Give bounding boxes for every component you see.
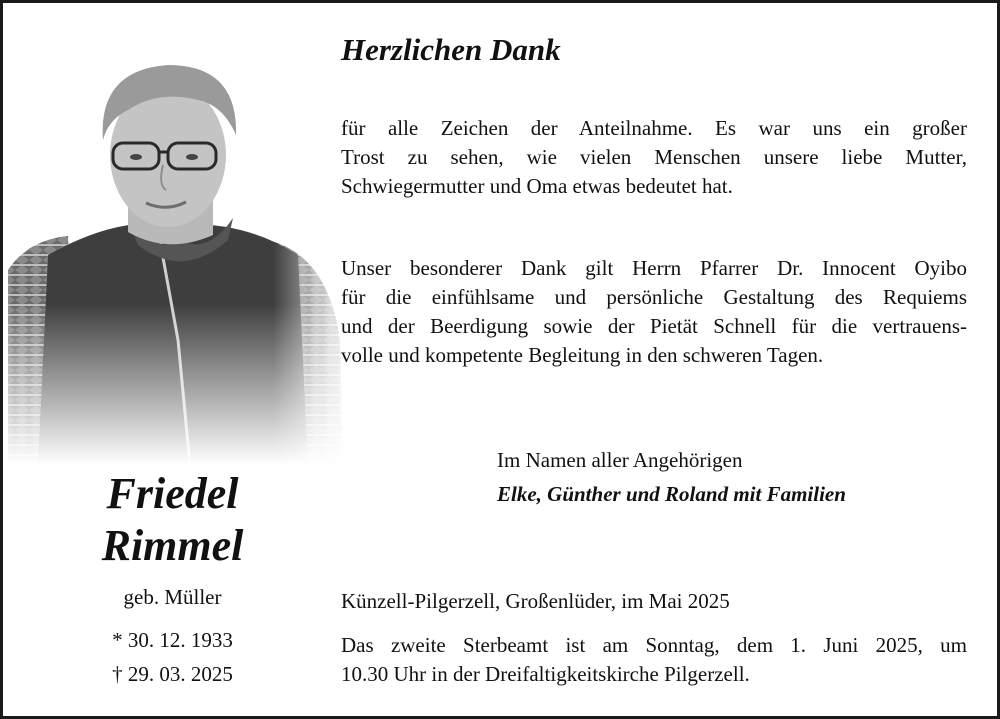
birth-date: * 30. 12. 1933 <box>112 628 233 652</box>
special-thanks-line: für die einfühlsame und persönliche Gestaltung des Requiems <box>341 285 967 309</box>
thanks-line: Trost zu sehen, wie vielen Menschen unsere liebe Mutter, <box>341 145 967 169</box>
signature-names: Elke, Günther und Roland mit Familien <box>497 482 846 506</box>
special-thanks-line: Unser besonderer Dank gilt Herrn Pfarrer Dr. Innocent Oyibo <box>341 256 967 280</box>
service-paragraph <box>341 631 967 689</box>
deceased-last-name: Rimmel <box>101 521 244 570</box>
deceased-first-name: Friedel <box>106 469 239 518</box>
portrait-photo <box>8 40 348 465</box>
death-date: † 29. 03. 2025 <box>112 662 233 686</box>
thanks-line: Schwiegermutter und Oma etwas bedeutet hat. <box>341 174 733 198</box>
thanks-paragraph <box>341 114 967 201</box>
service-line: 10.30 Uhr in der Dreifaltigkeitskirche Pilgerzell. <box>341 662 750 686</box>
thanks-line: für alle Zeichen der Anteilnahme. Es war uns ein großer <box>341 116 967 140</box>
special-thanks-paragraph <box>341 254 967 370</box>
signature-intro: Im Namen aller Angehörigen <box>497 448 743 472</box>
maiden-name: geb. Müller <box>123 585 222 609</box>
special-thanks-line: volle und kompetente Begleitung in den schweren Tagen. <box>341 343 824 367</box>
service-line: Das zweite Sterbeamt ist am Sonntag, dem 1. Juni 2025, um <box>341 633 967 657</box>
place-and-date: Künzell-Pilgerzell, Großenlüder, im Mai 2025 <box>341 589 730 613</box>
notice-heading: Herzlichen Dank <box>341 32 561 67</box>
special-thanks-line: und der Beerdigung sowie der Pietät Schnell für die vertrauens- <box>341 314 967 338</box>
